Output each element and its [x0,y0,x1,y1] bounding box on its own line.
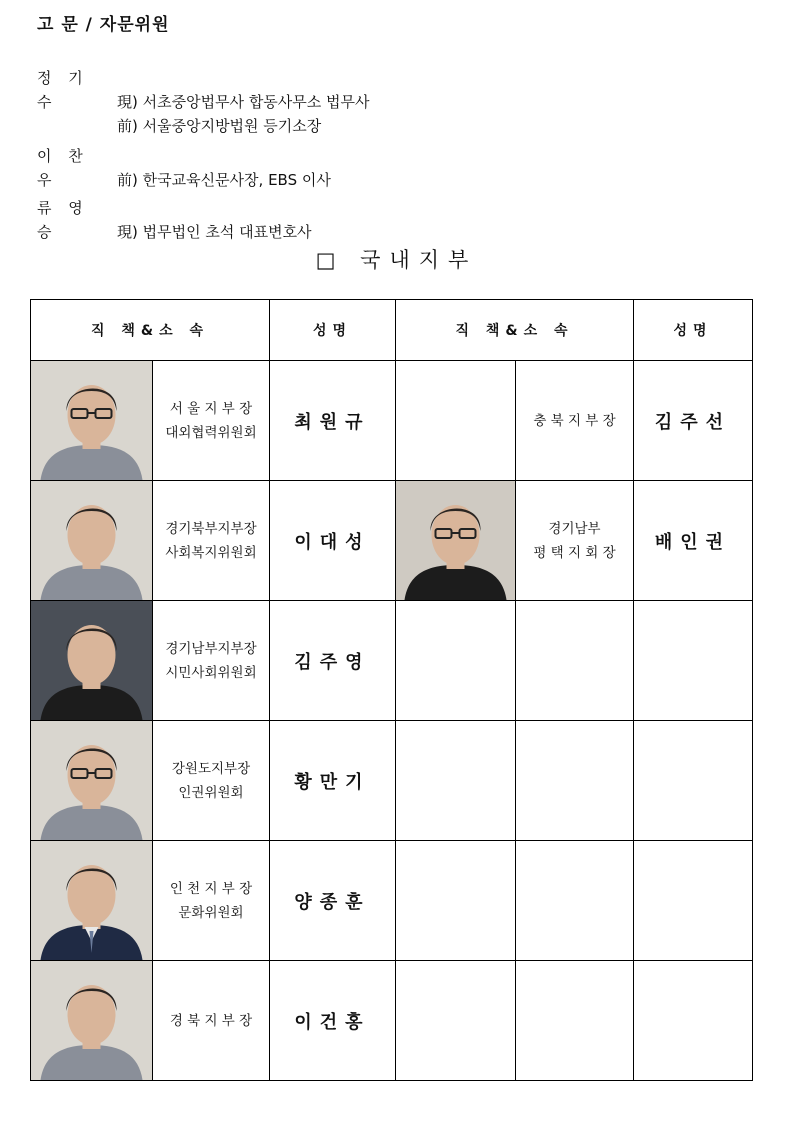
portrait-photo [31,361,152,480]
table-row [31,961,753,1081]
name-cell: 양종훈 [270,841,396,961]
header-name: 성명 [270,300,396,361]
empty-cell [396,601,516,721]
empty-cell [516,721,634,841]
page-title: 고 문 / 자문위원 [37,15,170,35]
empty-cell [516,961,634,1081]
name-cell: 배인권 [634,481,753,601]
advisor-name: 이 찬 우 [37,147,89,189]
photo-cell [396,481,516,601]
name-cell: 최원규 [270,361,396,481]
empty-cell [516,841,634,961]
advisor-name: 류 영 승 [37,199,89,241]
photo-cell [396,361,516,481]
photo-cell [31,481,153,601]
table-row [31,481,753,601]
branch-table [30,299,753,1081]
photo-cell [31,361,153,481]
advisor-desc: 現) 서초중앙법무사 합동사무소 법무사 [117,93,370,111]
table-row [31,841,753,961]
empty-cell [516,601,634,721]
empty-cell [634,961,753,1081]
empty-cell [634,601,753,721]
name-cell: 황만기 [270,721,396,841]
empty-cell [396,721,516,841]
role-cell: 서 울 지 부 장 대외협력위원회 [153,361,270,481]
portrait-photo [31,481,152,600]
portrait-photo [31,841,152,960]
role-cell: 경기북부지부장 사회복지위원회 [153,481,270,601]
role-cell: 경기남부 평 택 지 회 장 [516,481,634,601]
role-cell: 인 천 지 부 장 문화위원회 [153,841,270,961]
role-cell: 경기남부지부장 시민사회위원회 [153,601,270,721]
empty-cell [634,721,753,841]
header-role: 직 책&소 속 [31,300,270,361]
table-header-row [31,300,753,361]
table-row [31,361,753,481]
section-title: □ 국내지부 [315,248,478,272]
advisor-name: 정 기 수 [37,69,89,111]
advisor-desc: 前) 한국교육신문사장, EBS 이사 [117,171,331,189]
photo-cell [31,721,153,841]
photo-cell [31,841,153,961]
header-role: 직 책&소 속 [396,300,634,361]
table-row [31,601,753,721]
role-cell: 충 북 지 부 장 [516,361,634,481]
portrait-photo [396,481,515,600]
name-cell: 김주영 [270,601,396,721]
empty-cell [396,961,516,1081]
name-cell: 이대성 [270,481,396,601]
role-cell: 강원도지부장 인권위원회 [153,721,270,841]
table-row [31,721,753,841]
role-cell: 경 북 지 부 장 [153,961,270,1081]
advisor-desc: 現) 법무법인 초석 대표변호사 [117,223,312,241]
portrait-photo [31,961,152,1080]
advisor-desc: 前) 서울중앙지방법원 등기소장 [117,117,322,135]
photo-cell [31,601,153,721]
portrait-photo [31,721,152,840]
portrait-photo [31,601,152,720]
empty-cell [634,841,753,961]
advisor-entry [37,66,370,138]
name-cell: 이건홍 [270,961,396,1081]
header-name: 성명 [634,300,753,361]
name-cell: 김주선 [634,361,753,481]
advisor-entry [37,144,331,192]
empty-cell [396,841,516,961]
photo-cell [31,961,153,1081]
advisor-entry [37,196,312,244]
